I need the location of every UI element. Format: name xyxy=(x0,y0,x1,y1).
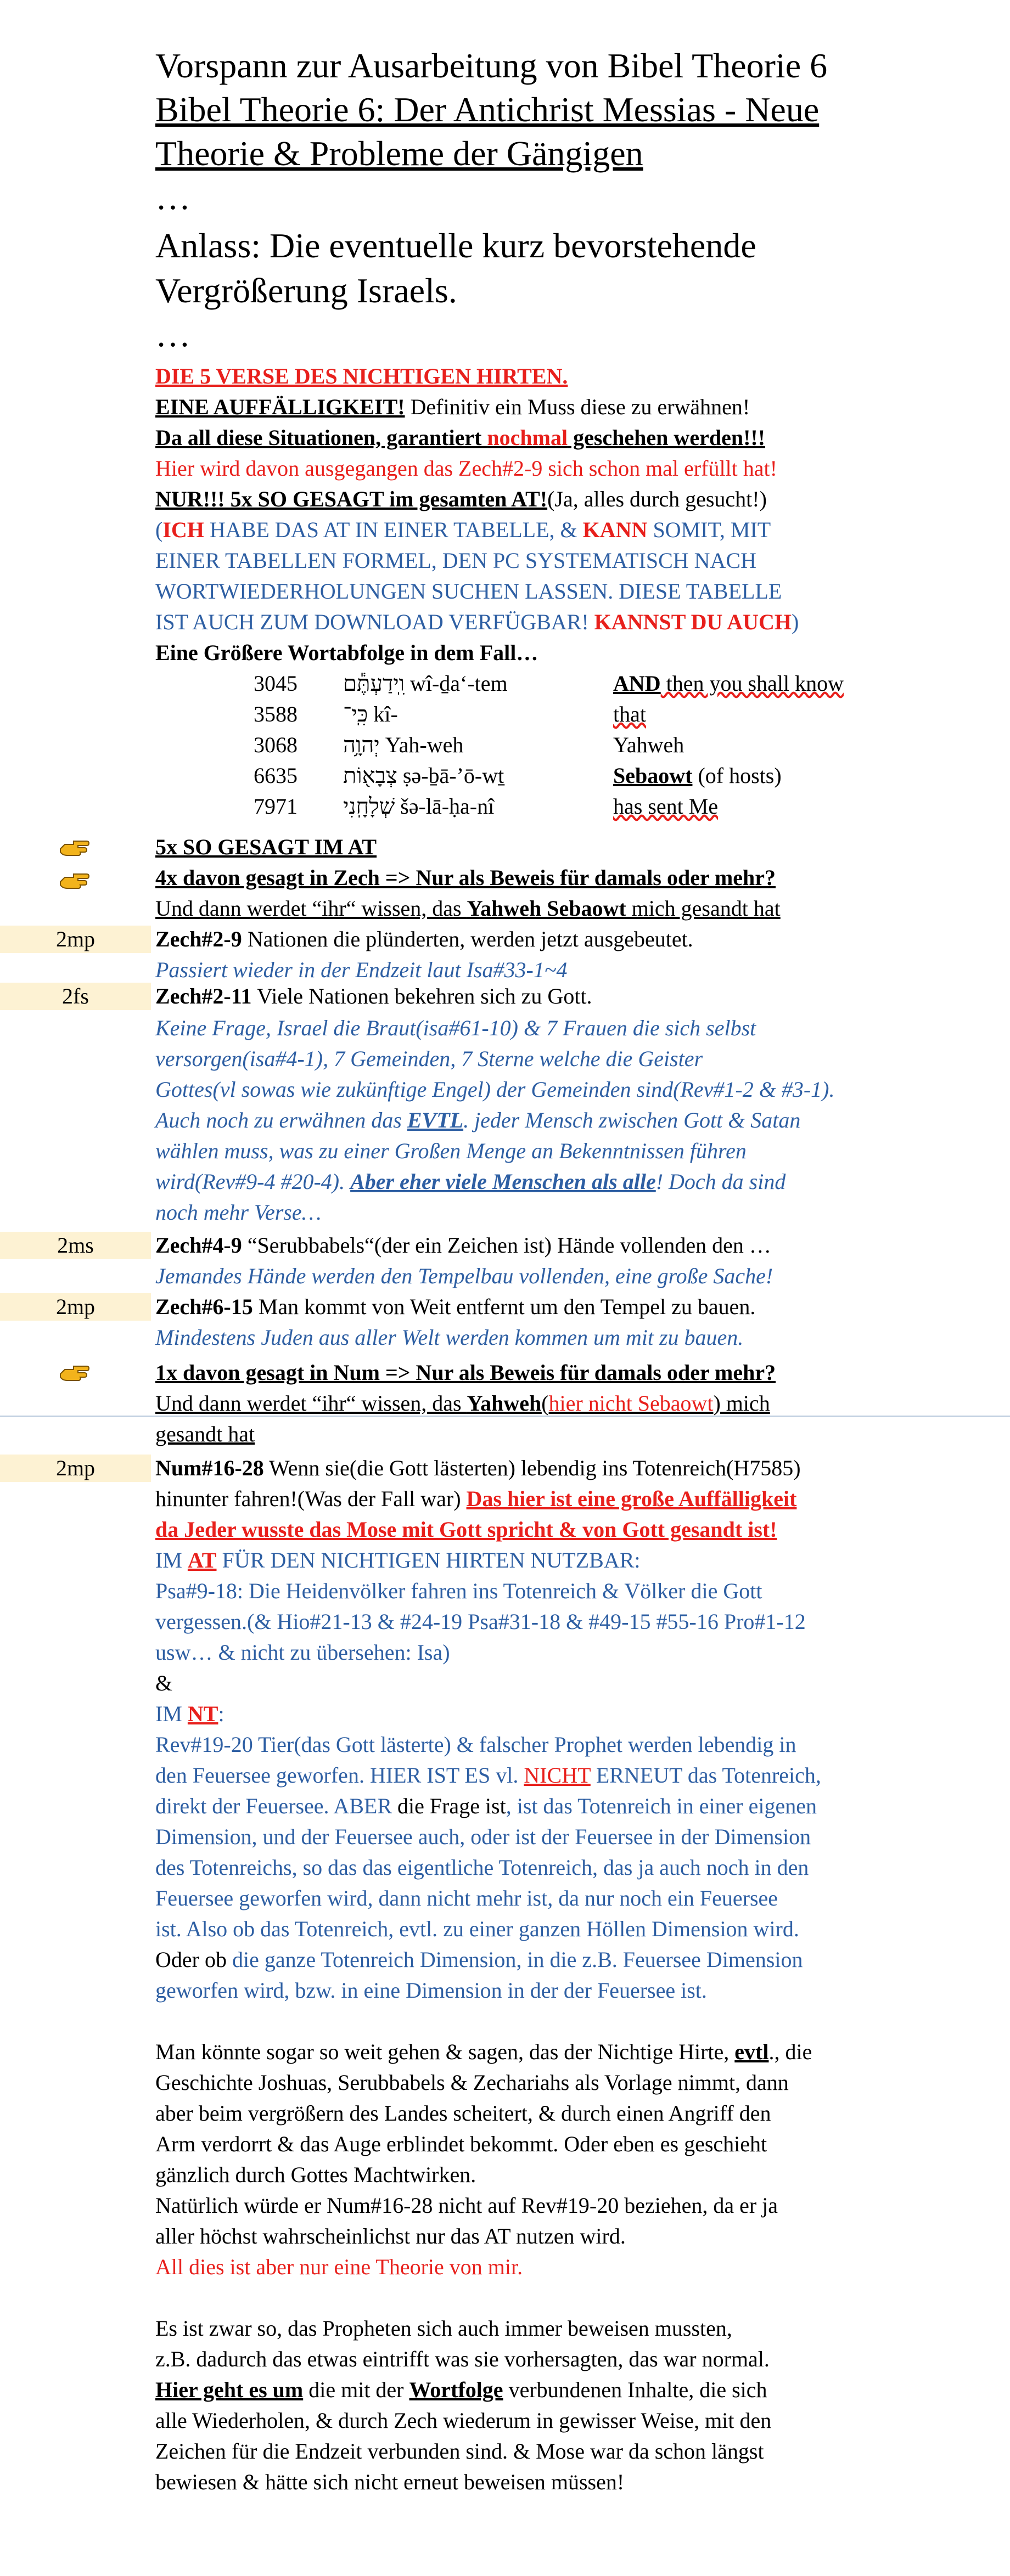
num-refrain-cont: gesandt hat xyxy=(155,1422,255,1446)
text-run: FÜR DEN NICHTIGEN HIRTEN NUTZBAR: xyxy=(216,1548,641,1572)
zech-refrain xyxy=(155,893,781,924)
verse-ref: Zech#2-9 xyxy=(155,927,242,951)
verse-ref: Zech#6-15 xyxy=(155,1294,253,1319)
text-run: Yahweh xyxy=(613,732,684,757)
closing-line: Zeichen für die Endzeit verbunden sind. & Mose war da schon längst xyxy=(155,2439,764,2464)
verse-text: Nationen die plünderten, werden jetzt ausgebeutet. xyxy=(242,927,693,951)
text-run: mich gesandt hat xyxy=(626,896,781,921)
english-gloss xyxy=(613,760,782,791)
anlass-line-1: Anlass: Die eventuelle kurz bevorstehende xyxy=(155,226,756,265)
text-run: Auch noch zu erwähnen das xyxy=(155,1108,407,1132)
verse-note: wählen muss, was zu einer Großen Menge an Bekenntnissen führen xyxy=(155,1138,747,1163)
doc-subtitle-1: Bibel Theorie 6: Der Antichrist Messias - Neue xyxy=(155,90,820,129)
text-run-bold: EVTL xyxy=(407,1108,464,1132)
verse-text-line: da Jeder wusste das Mose mit Gott spricht & von Gott gesandt ist! xyxy=(155,1517,777,1542)
text-run: den Feuersee geworfen. HIER IST ES vl. xyxy=(155,1763,524,1788)
verse-text: Wenn sie(die Gott lästerten) lebendig ins Totenreich(H7585) xyxy=(263,1456,801,1480)
text-run: hinunter fahren!(Was der Fall war) xyxy=(155,1486,467,1511)
grammar-tag: 2mp xyxy=(55,1456,96,1480)
grammar-tag: 2mp xyxy=(55,1294,96,1319)
verse-text-line xyxy=(155,1484,796,1514)
text-run: ) xyxy=(792,610,799,634)
nur-line xyxy=(155,484,767,515)
text-run-red: AT xyxy=(187,1548,217,1572)
text-run-bold: NUR!!! 5x SO GESAGT im gesamten AT! xyxy=(155,487,548,511)
text-run: has sent Me xyxy=(613,794,719,819)
text-run: verbundenen Inhalte, die sich xyxy=(503,2377,767,2402)
strong-number: 3045 xyxy=(254,671,298,696)
text-run: wird(Rev#9-4 #20-4). xyxy=(155,1169,351,1194)
text-run: , ist das Totenreich in einer eigenen xyxy=(506,1794,817,1818)
text-run-bold: Yahweh xyxy=(467,1391,542,1416)
text-run: die mit der xyxy=(303,2377,409,2402)
strong-number: 7971 xyxy=(254,794,298,819)
text-run: ERNEUT das Totenreich, xyxy=(590,1763,821,1788)
english-gloss xyxy=(613,730,684,760)
text-run: Oder ob xyxy=(155,1947,227,1972)
verse-note: Jemandes Hände werden den Tempelbau vollenden, eine große Sache! xyxy=(155,1264,773,1288)
num-heading: 1x davon gesagt in Num => Nur als Beweis für damals oder mehr? xyxy=(155,1360,776,1385)
at-heading xyxy=(155,1545,641,1576)
closing-line: gänzlich durch Gottes Machtwirken. xyxy=(155,2162,476,2187)
section-title: DIE 5 VERSE DES NICHTIGEN HIRTEN. xyxy=(155,364,568,388)
verse-note: Passiert wieder in der Endzeit laut Isa#33-1~4 xyxy=(155,957,568,982)
grammar-tag: 2ms xyxy=(57,1233,94,1258)
rev-line: geworfen wird, bzw. in eine Dimension in der der Feuersee ist. xyxy=(155,1978,707,2003)
closing-line: z.B. dadurch das etwas eintrifft was sie vorhersagten, das war normal. xyxy=(155,2347,770,2371)
psalm-ref-line: vergessen.(& Hio#21-13 & #24-19 Psa#31-18 & #49-15 #55-16 Pro#1-12 xyxy=(155,1609,806,1634)
text-run: Und dann werdet “ihr“ wissen, das xyxy=(155,1391,467,1416)
anlass-line-2: Vergrößerung Israels. xyxy=(155,271,457,310)
table-note-1 xyxy=(155,515,771,545)
text-run: ( xyxy=(155,517,163,542)
text-run-red: NT xyxy=(187,1701,218,1726)
verse-text: Viele Nationen bekehren sich zu Gott. xyxy=(251,984,592,1008)
rev-line: ist. Also ob das Totenreich, evtl. zu einer ganzen Höllen Dimension wird. xyxy=(155,1917,799,1941)
verse-text: Man kommt von Weit entfernt um den Tempel zu bauen. xyxy=(252,1294,756,1319)
text-run: : xyxy=(218,1701,225,1726)
text-run: (Ja, alles durch gesucht!) xyxy=(547,487,767,511)
nt-heading xyxy=(155,1699,225,1729)
verse-note: Keine Frage, Israel die Braut(isa#61-10) & 7 Frauen die sich selbst xyxy=(155,1016,756,1040)
english-gloss xyxy=(613,699,646,730)
hebrew-word: יְהוָ֥ה Yah-weh xyxy=(343,732,464,757)
text-run-bold: Sebaowt xyxy=(613,763,693,788)
strong-number: 3588 xyxy=(254,702,298,726)
closing-line: alle Wiederholen, & durch Zech wiederum in gewisser Weise, mit den xyxy=(155,2408,772,2433)
text-run: ., die xyxy=(768,2039,812,2064)
pointing-hand-icon xyxy=(59,1362,90,1384)
verse-ref: Zech#2-11 xyxy=(155,984,252,1008)
text-run-bold: Aber eher viele Menschen als alle xyxy=(350,1169,656,1194)
text-run: geschehen werden!!! xyxy=(568,425,766,450)
pointing-hand-icon xyxy=(59,870,90,892)
rev-line: Rev#19-20 Tier(das Gott lästerte) & falscher Prophet werden lebendig in xyxy=(155,1732,796,1757)
strong-number: 6635 xyxy=(254,763,298,788)
theory-note: All dies ist aber nur eine Theorie von mir. xyxy=(155,2254,523,2279)
doc-subtitle-2: Theorie & Probleme der Gängigen xyxy=(155,134,643,173)
text-run-bold: Hier geht es um xyxy=(155,2377,304,2402)
table-note-3: WORTWIEDERHOLUNGEN SUCHEN LASSEN. DIESE TABELLE xyxy=(155,579,782,604)
rev-line xyxy=(155,1760,821,1791)
auffaelligkeit-label: EINE AUFFÄLLIGKEIT! xyxy=(155,394,405,419)
text-run: HABE DAS AT IN EINER TABELLE, & xyxy=(204,517,583,542)
rev-line: Feuersee geworfen wird, dann nicht mehr ist, da nur noch ein Feuersee xyxy=(155,1886,778,1910)
text-run-red: KANN xyxy=(582,517,648,542)
text-run: SOMIT, MIT xyxy=(647,517,771,542)
strong-number: 3068 xyxy=(254,732,298,757)
num-refrain xyxy=(155,1388,770,1419)
hebrew-word: כִּֽי־ kî- xyxy=(343,702,398,726)
text-run: direkt der Feuersee. ABER xyxy=(155,1794,397,1818)
verse-zech-2-11 xyxy=(155,981,592,1012)
text-run: IM xyxy=(155,1548,188,1572)
text-run: Man könnte sogar so weit gehen & sagen, das der Nichtige Hirte, xyxy=(155,2039,735,2064)
text-run-red: hier nicht Sebaowt xyxy=(548,1391,714,1416)
text-run: IST AUCH ZUM DOWNLOAD VERFÜGBAR! xyxy=(155,610,594,634)
text-run: IM xyxy=(155,1701,188,1726)
verse-num-16-28 xyxy=(155,1453,801,1484)
closing-line: Geschichte Joshuas, Serubbabels & Zechariahs als Vorlage nimmt, dann xyxy=(155,2070,789,2095)
assumption-line: Hier wird davon ausgegangen das Zech#2-9 sich schon mal erfüllt hat! xyxy=(155,456,777,481)
verse-zech-4-9 xyxy=(155,1230,771,1261)
verse-zech-6-15 xyxy=(155,1292,755,1322)
verse-note xyxy=(155,1105,800,1136)
english-gloss xyxy=(613,668,844,699)
text-run: ) mich xyxy=(713,1391,770,1416)
pointing-hand-icon xyxy=(59,837,90,859)
text-run: that xyxy=(613,702,646,726)
verse-note xyxy=(155,1166,785,1197)
text-run: . jeder Mensch zwischen Gott & Satan xyxy=(463,1108,801,1132)
text-run: Da all diese Situationen, garantiert xyxy=(155,425,487,450)
closing-line xyxy=(155,2037,812,2067)
ellipsis: … xyxy=(155,178,190,217)
closing-line: Arm verdorrt & das Auge erblindet bekommt. Oder eben es geschieht xyxy=(155,2132,767,2156)
psalm-ref-line: usw… & nicht zu übersehen: Isa) xyxy=(155,1640,450,1665)
text-run-red: KANNST DU AUCH xyxy=(594,610,792,634)
text-run-bold: AND xyxy=(613,671,661,696)
closing-line: aber beim vergrößern des Landes scheitert, & durch einen Angriff den xyxy=(155,2101,771,2126)
text-run-bold: evtl xyxy=(734,2039,769,2064)
zech-heading: 5x SO GESAGT IM AT xyxy=(155,835,377,859)
doc-title: Vorspann zur Ausarbeitung von Bibel Theorie 6 xyxy=(155,46,828,85)
closing-line xyxy=(155,2375,767,2405)
text-run: Und dann werdet “ihr“ wissen, das xyxy=(155,896,467,921)
verse-zech-2-9 xyxy=(155,924,693,955)
zech-subheading: 4x davon gesagt in Zech => Nur als Beweis für damals oder mehr? xyxy=(155,865,776,890)
grammar-tag: 2fs xyxy=(62,984,89,1008)
text-run: ! Doch da sind xyxy=(655,1169,786,1194)
rev-line xyxy=(155,1791,817,1822)
rev-line: des Totenreichs, so das das eigentliche Totenreich, das ja auch noch in den xyxy=(155,1855,809,1880)
text-run-red: ICH xyxy=(162,517,204,542)
situation-line xyxy=(155,422,765,453)
auffaelligkeit-text: Definitiv ein Muss diese zu erwähnen! xyxy=(405,394,750,419)
text-run: then you shall know xyxy=(660,671,844,696)
verse-note: Gottes(vl sowas wie zukünftige Engel) der Gemeinden sind(Rev#1-2 & #3-1). xyxy=(155,1077,835,1102)
grammar-tag: 2mp xyxy=(55,927,96,951)
text-run: (of hosts) xyxy=(692,763,782,788)
auffaelligkeit-line xyxy=(155,392,750,422)
closing-line: aller höchst wahrscheinlichst nur das AT nutzen wird. xyxy=(155,2224,626,2248)
text-run-red: Das hier ist eine große Auffälligkeit xyxy=(466,1486,797,1511)
table-note-2: EINER TABELLEN FORMEL, DEN PC SYSTEMATISCH NACH xyxy=(155,548,756,573)
text-run-bold: Yahweh Sebaowt xyxy=(467,896,626,921)
hebrew-word: וִֽידַעְתֶּ֕ם wî-ḏa‘-tem xyxy=(343,671,508,696)
verse-note: noch mehr Verse… xyxy=(155,1200,322,1225)
verse-note: Mindestens Juden aus aller Welt werden kommen um mit zu bauen. xyxy=(155,1325,744,1350)
verse-ref: Zech#4-9 xyxy=(155,1233,242,1258)
text-run-red: NICHT xyxy=(524,1763,591,1788)
hebrew-word: שְׁלָחָֽנִי šə-lā-ḥa-nî xyxy=(343,794,495,819)
text-run: ( xyxy=(541,1391,549,1416)
hebrew-word: צְבָא֖וֹת ṣə-ḇā-’ō-wṯ xyxy=(343,763,504,788)
verse-ref: Num#16-28 xyxy=(155,1456,264,1480)
wortabfolge-heading: Eine Größere Wortabfolge in dem Fall… xyxy=(155,640,538,665)
text-run: die ganze Totenreich Dimension, in die z.B. Feuersee Dimension xyxy=(226,1947,803,1972)
closing-line: Natürlich würde er Num#16-28 nicht auf Rev#19-20 beziehen, da er ja xyxy=(155,2193,778,2218)
page-divider xyxy=(0,1416,1010,1417)
text-run-red: nochmal xyxy=(487,425,568,450)
verse-note: versorgen(isa#4-1), 7 Gemeinden, 7 Sterne welche die Geister xyxy=(155,1046,703,1071)
closing-line: Es ist zwar so, das Propheten sich auch immer beweisen mussten, xyxy=(155,2316,732,2341)
closing-line: bewiesen & hätte sich nicht erneut beweisen müssen! xyxy=(155,2470,625,2494)
ampersand: & xyxy=(155,1671,173,1695)
rev-line xyxy=(155,1944,803,1975)
psalm-ref-line: Psa#9-18: Die Heidenvölker fahren ins Totenreich & Völker die Gott xyxy=(155,1579,762,1603)
english-gloss xyxy=(613,791,718,822)
table-note-4 xyxy=(155,607,799,638)
verse-text: “Serubbabels“(der ein Zeichen ist) Hände vollenden den … xyxy=(242,1233,771,1258)
ellipsis: … xyxy=(155,315,190,354)
text-run-bold: Wortfolge xyxy=(409,2377,503,2402)
rev-line: Dimension, und der Feuersee auch, oder ist der Feuersee in der Dimension xyxy=(155,1824,811,1849)
text-run: die Frage ist xyxy=(397,1794,506,1818)
